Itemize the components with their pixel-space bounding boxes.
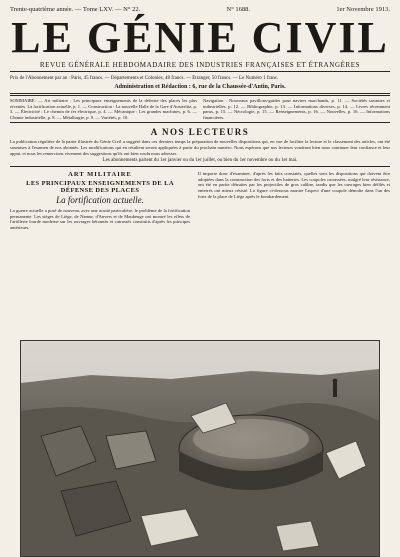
destroyed-cupola-photo (21, 341, 379, 556)
article-left-column (10, 171, 190, 230)
summary-column-left: SOMMAIRE. — Art militaire : Les principaux enseignements de la défense des places les plus récentes. La fortification actuelle, p. 1. — Construction : La nouvelle Halle de la Gare d'Austerlitz, p. 3. — Électricité : Le chemin de fer électrique, p. 4. — Mécanique : Les grandes machines, p. 6. — Chimie industrielle, p. 8. — Métallurgie, p. 9. — Variétés, p. 10. (10, 98, 197, 120)
masthead (10, 13, 390, 69)
divider (10, 71, 390, 72)
article-body: La guerre actuelle a posé de nouveau, avec une acuité particulière, le problème de la fortification permanente. Les sièges de Liège, de Namur, d'Anvers et de Maubeuge ont montré les effets de l'artillerie lourde moderne sur les ouvrages bétonnés et cuirassés construits d'après les principes antérieurs. (10, 208, 190, 230)
article (10, 171, 390, 230)
summary-column-right: Navigation : Nouveaux pavillons-guides pour navires marchands, p. 11. — Sociétés savantes et industrielles, p. 12. — Bibliographie, p. 13. — Informations diverses, p. 14. — Livres récemment parus, p. 15. — Nécrologie, p. 15. — Renseignements, p. 16. — Nouvelles, p. 16. — Informations financières. (203, 98, 390, 120)
divider (10, 122, 390, 123)
article-photo (20, 340, 380, 557)
notice-heading: A NOS LECTEURS (150, 127, 250, 138)
date-line: 1er Novembre 1913. (336, 6, 390, 13)
issue-number: N° 1688. (226, 6, 251, 13)
article-subtitle: La fortification actuelle. (56, 195, 144, 206)
journal-title: LE GÉNIE CIVIL (11, 13, 389, 62)
divider (10, 166, 390, 167)
journal-subtitle: REVUE GÉNÉRALE HEBDOMADAIRE DES INDUSTRIES FRANÇAISES ET ÉTRANGÈRES (39, 61, 361, 69)
divider (10, 93, 390, 96)
table-of-contents (10, 98, 390, 120)
notice-subscriptions: Les abonnements partent du 1er janvier ou du 1er juillet, ou bien du 1er novembre ou du 1er mai. (102, 158, 298, 164)
administration-address: Administration et Rédaction : 6, rue de la Chaussée-d'Antin, Paris. (114, 84, 286, 90)
subscription-prices: Prix de l'Abonnement par an : Paris, 45 francs. — Départements et Colonies, 48 francs. — Étranger, 50 francs. — Le Numéro 1 franc. (10, 76, 279, 81)
volume-line: Trente-quatrième année. — Tome LXV. — N° 22. (10, 6, 141, 13)
article-section: ART MILITAIRE (68, 171, 132, 179)
notice-text: La publication régulière de la partie illustrée du Génie Civil a suggéré dans ces derniers temps la préparation de nouvelles dispositions qui, en vue de faciliter la lecture et le classement des articles, ont été soumises à l'examen de nos abonnés. Les modifications qui en résultent seront appliquées à partir du prochain numéro. Nous espérons que nos lecteurs voudront bien nous continuer leur confiance et leur appui, et nous les remercions vivement des suggestions qu'ils ont bien voulu nous adresser. (10, 139, 390, 156)
article-right-column: Il importe donc d'examiner, d'après les faits constatés, quelles sont les dispositions qui doivent être adoptées dans la construction des forts et des batteries. Les coupoles cuirassées, malgré leur résistance, ont été en partie détruites par les projectiles de gros calibre, tandis que les ouvrages bien défilés et enterrés ont mieux résisté. La figure ci-dessous montre l'aspect d'une coupole démolie dans l'un des forts de la place de Liège après le bombardement. (198, 171, 390, 199)
article-title: LES PRINCIPAUX ENSEIGNEMENTS DE LA DÉFENSE DES PLACES (26, 180, 174, 195)
